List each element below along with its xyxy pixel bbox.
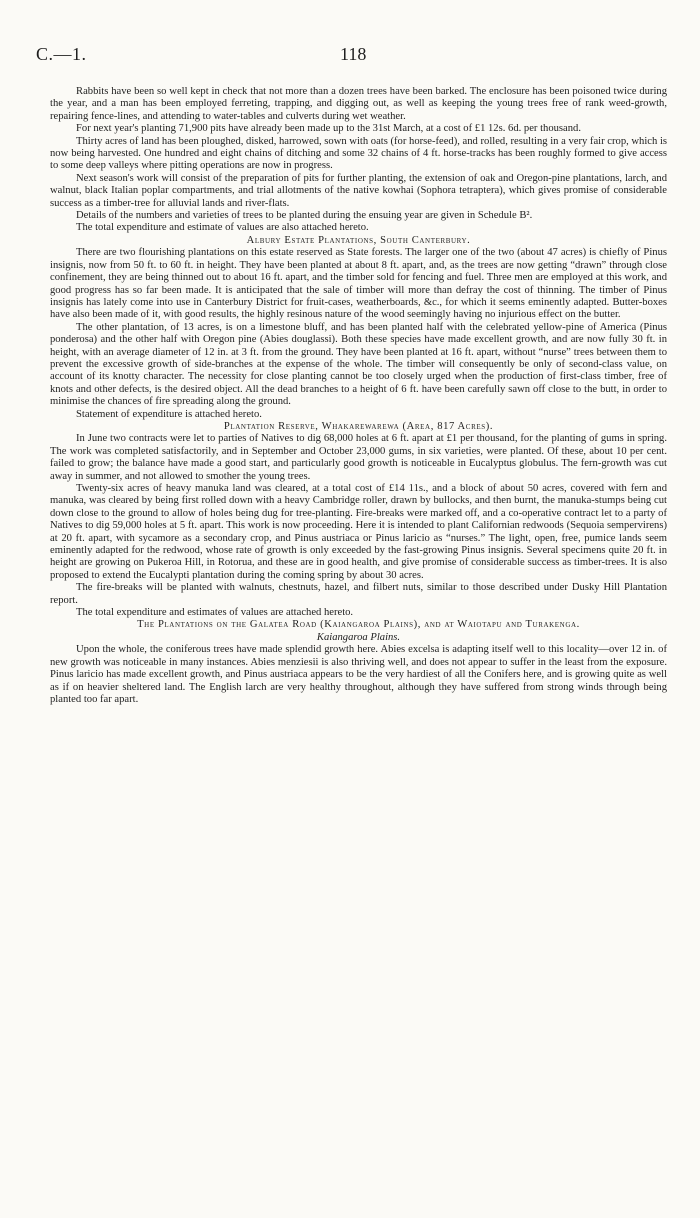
paragraph: The fire-breaks will be planted with walnuts, chestnuts, hazel, and filbert nuts, similar to those described under Dusky Hill Plantation report. [50, 582, 667, 606]
paragraph: The total expenditure and estimate of values are also attached hereto. [76, 222, 369, 234]
section-heading-albury: Albury Estate Plantations, South Canterbury. [246, 234, 471, 246]
document-body [50, 86, 667, 706]
paragraph: Rabbits have been so well kept in check that not more than a dozen trees have been barked. The enclosure has been poisoned twice during the year, and a man has been employed ferreting, trapping, and digging out, as well as keeping the young trees free of rank weed-growth, repairing fence-lines, and attending to water-tables and culverts during wet weather. [50, 86, 667, 122]
paragraph: Upon the whole, the coniferous trees have made splendid growth here. Abies excelsa is adapting itself well to this locality—over 12 in. of new growth was noticeable in many instances. Abies menziesii is also thriving well, and does not appear to suffer in the least from the exposure. Pinus laricio has made excellent growth, and Pinus austriaca appears to be the very hardiest of all the Conifers here, and is growing quite as well as if on heavier sheltered land. The English larch are very healthy throughout, although they have suffered from strong winds through being planted too far apart. [50, 644, 667, 705]
paragraph: There are two flourishing plantations on this estate reserved as State forests. The larger one of the two (about 47 acres) is chiefly of Pinus insignis, now from 50 ft. to 60 ft. in height. They have been planted at about 8 ft. apart, and, as the trees are now getting “drawn” through close confinement, they are being thinned out to about 16 ft. apart, and the timber sold for fencing and fuel. Three men are employed at this work, and good progress has so far been made. It is anticipated that the sale of timber will more than defray the cost of thinning. The timber of Pinus insignis has lately come into use in Canterbury District for fruit-cases, weatherboards, &c., for which it seems eminently adapted. Butter-boxes have also been made of it, with good results, the highly resinous nature of the wood seemingly having no injurious effect on the butter. [50, 247, 667, 321]
paragraph: Twenty-six acres of heavy manuka land was cleared, at a total cost of £14 11s., and a block of about 50 acres, covered with fern and manuka, was cleared by being first rolled down with a heavy Cambridge roller, drawn by bullocks, and then burnt, the manuka-stumps being cut down close to the ground to allow of holes being dug for tree-planting. Fire-breaks were marked off, and a co-operative contract let to a party of Natives to dig 59,000 holes at 5 ft. apart. This work is now proceeding. Here it is intended to plant Californian redwoods (Sequoia sempervirens) at 20 ft. apart, with sycamore as a secondary crop, and Pinus austriaca or Pinus laricio as “nurses.” The light, open, free, pumice lands seem eminently adapted for the redwood, whose rate of growth is only exceeded by the fast-growing Pinus insignis. Several specimens quite 20 ft. in height are growing on Pukeroa Hill, in Rotorua, and these are in good health, and give promise of considerable success as timber-trees. It is also proposed to extend the Eucalypti plantation during the coming spring by about 30 acres. [50, 483, 667, 581]
section-heading-galatea: The Plantations on the Galatea Road (Kaiangaroa Plains), and at Waiotapu and Turakenga. [137, 619, 580, 631]
paragraph: The total expenditure and estimates of values are attached hereto. [76, 607, 354, 619]
paragraph: In June two contracts were let to parties of Natives to dig 68,000 holes at 6 ft. apart at £1 per thousand, for the planting of gums in spring. The work was completed satisfactorily, and in September and October 23,000 gums, in six varieties, were planted. Of these, about 10 per cent. failed to grow; the balance have made a good start, and particularly good growth is noticeable in Eucalyptus globulus. The fern-growth was cut away in summer, and not allowed to smother the young trees. [50, 433, 667, 482]
section-heading-whakarewarewa: Plantation Reserve, Whakarewarewa (Area, 817 Acres). [223, 420, 494, 432]
paragraph: For next year's planting 71,900 pits have already been made up to the 31st March, at a cost of £1 12s. 6d. per thousand. [76, 123, 581, 135]
paragraph: Next season's work will consist of the preparation of pits for further planting, the extension of oak and Oregon-pine plantations, larch, and walnut, black Italian poplar compartments, and trial allotments of the native kowhai (Sophora tetraptera), which gives promise of considerable success as a timber-tree for alluvial lands and river-flats. [50, 172, 667, 209]
paragraph: Statement of expenditure is attached hereto. [76, 408, 262, 420]
paragraph: Details of the numbers and varieties of trees to be planted during the ensuing year are given in Schedule B². [76, 210, 533, 222]
page-number: 118 [340, 44, 367, 64]
document-reference: C.—1. [36, 44, 87, 64]
paragraph: The other plantation, of 13 acres, is on a limestone bluff, and has been planted half with the celebrated yellow-pine of America (Pinus ponderosa) and the other half with Oregon pine (Abies douglassi). Both these species have made excellent growth, and are now fully 30 ft. in height, with an average diameter of 12 in. at 3 ft. from the ground. They have been planted at 16 ft. apart, without “nurse” trees between them to prevent the excessive growth of side-branches at the expense of the whole. The timber will consequently be only of second-class value, on account of its knotty character. The necessity for close planting cannot be too closely urged when the production of first-class timber, free of knots and other defects, is the desired object. All the dead branches to a height of 6 ft. have been carefully sawn off close to the butt, in order to minimise the chances of fire spreading along the ground. [50, 321, 667, 408]
paragraph: Thirty acres of land has been ploughed, disked, harrowed, sown with oats (for horse-feed), and rolled, resulting in a very fair crop, which is now being harvested. One hundred and eight chains of ditching and some 32 chains of 4 ft. horse-tracks has been roughly formed to give access to some deep valleys where pitting operations are now in progress. [50, 135, 668, 172]
subheading-kaiangaroa: Kaiangaroa Plains. [316, 631, 401, 643]
